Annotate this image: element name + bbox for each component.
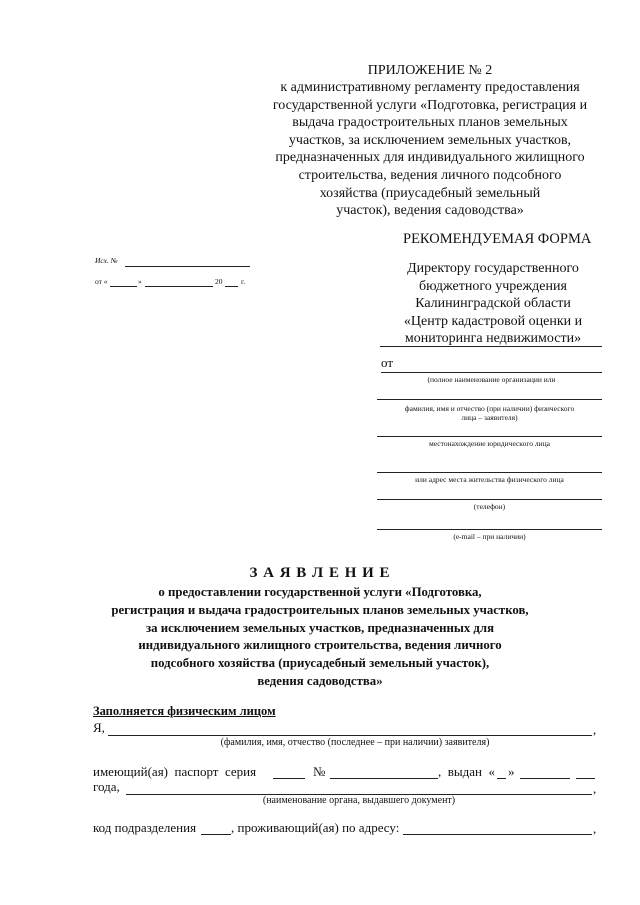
appendix-line: участков, за исключением земельных участков, (288, 132, 572, 148)
passport-series-line[interactable] (273, 778, 305, 779)
passport-number-sign: № (313, 764, 326, 779)
passport-issued-mid: » (508, 764, 515, 779)
addressee-line: Директору государственного (407, 261, 579, 276)
applicant-caption-location: местонахождение юридического лица (429, 439, 550, 448)
applicant-fio-line[interactable] (108, 735, 592, 736)
division-label: код подразделения (93, 820, 197, 835)
addressee-line: «Центр кадастровой оценки и (403, 313, 583, 329)
appendix-title: ПРИЛОЖЕНИЕ № 2 (367, 63, 493, 78)
address-line[interactable] (403, 834, 592, 835)
appendix-line: хозяйства (приусадебный земельный (319, 185, 541, 201)
outgoing-number-line[interactable] (125, 266, 250, 267)
appendix-line: государственной услуги «Подготовка, регистрация и (272, 97, 588, 113)
outgoing-date-day-line[interactable] (110, 286, 137, 287)
passport-issued-day-line[interactable] (497, 778, 506, 779)
residing-label: , проживающий(ая) по адресу: (231, 820, 400, 835)
applicant-caption-fio: фамилия, имя и отчество (при наличии) физического (404, 404, 575, 413)
fio-caption: (фамилия, имя, отчество (последнее – при наличии) заявителя) (220, 737, 490, 748)
appendix-line: строительства, ведения личного подсобного (298, 167, 562, 183)
applicant-caption-phone: (телефон) (473, 502, 506, 511)
appendix-line: предназначенных для индивидуального жилищного (275, 150, 585, 166)
recommended-form-label: РЕКОМЕНДУЕМАЯ ФОРМА (403, 231, 592, 247)
statement-line: регистрация и выдача градостроительных планов земельных участков, (111, 602, 529, 617)
passport-number-line[interactable] (330, 778, 438, 779)
address-comma: , (593, 821, 597, 836)
appendix-line: выдача градостроительных планов земельных (292, 115, 568, 131)
outgoing-date-year: 20 (215, 277, 223, 286)
applicant-phone-line[interactable] (377, 499, 602, 500)
passport-label: имеющий(ая) паспорт серия (93, 764, 257, 779)
applicant-caption-fio-2: лица – заявителя) (461, 413, 518, 422)
issuer-caption: (наименование органа, выдавшего документ) (262, 795, 456, 806)
applicant-location-line[interactable] (377, 436, 602, 437)
statement-heading: З А Я В Л Е Н И Е (249, 565, 391, 581)
applicant-name-line-1[interactable] (381, 372, 602, 373)
addressee-line: Калининградской области (415, 296, 571, 311)
statement-subtitle (60, 584, 580, 691)
applicant-address-line[interactable] (377, 472, 602, 473)
outgoing-date-mid: » (138, 277, 142, 286)
addressee-underline (380, 346, 602, 347)
i-label: Я, (93, 720, 105, 735)
appendix-line: к административному регламенту предоставления (280, 80, 580, 95)
from-label: от (381, 355, 394, 370)
statement-line: о предоставлении государственной услуги «Подготовка, (158, 585, 482, 599)
appendix-text (255, 79, 605, 220)
applicant-caption-org: (полное наименование организации или (427, 375, 556, 384)
year-label: года, (93, 779, 120, 794)
statement-line: подсобного хозяйства (приусадебный земельный участок), (150, 656, 490, 671)
applicant-email-line[interactable] (377, 529, 602, 530)
addressee-block (380, 260, 606, 348)
appendix-line: участок), ведения садоводства» (336, 203, 524, 219)
addressee-line: мониторинга недвижимости» (404, 331, 582, 346)
passport-issued-label: , выдан « (438, 764, 495, 779)
outgoing-date-prefix: от « (95, 277, 108, 286)
individual-section-label: Заполняется физическим лицом (93, 704, 276, 718)
fio-comma: , (593, 722, 597, 737)
outgoing-date-year-line[interactable] (225, 286, 238, 287)
outgoing-number-label: Исх. № (95, 256, 118, 265)
applicant-caption-email: (e-mail – при наличии) (453, 532, 526, 541)
applicant-caption-address: или адрес места жительства физического лица (415, 475, 564, 484)
passport-issued-year-line[interactable] (576, 778, 595, 779)
division-code-line[interactable] (201, 834, 231, 835)
passport-issued-month-line[interactable] (520, 778, 570, 779)
addressee-line: бюджетного учреждения (419, 278, 567, 294)
outgoing-date-suffix: г. (241, 277, 246, 286)
applicant-name-line-2[interactable] (377, 399, 602, 400)
statement-line: за исключением земельных участков, предназначенных для (145, 620, 495, 635)
outgoing-date-month-line[interactable] (145, 286, 213, 287)
issuer-comma: , (593, 781, 597, 796)
statement-line: индивидуального жилищного строительства, ведения личного (138, 638, 502, 653)
statement-line: ведения садоводства» (257, 673, 383, 688)
